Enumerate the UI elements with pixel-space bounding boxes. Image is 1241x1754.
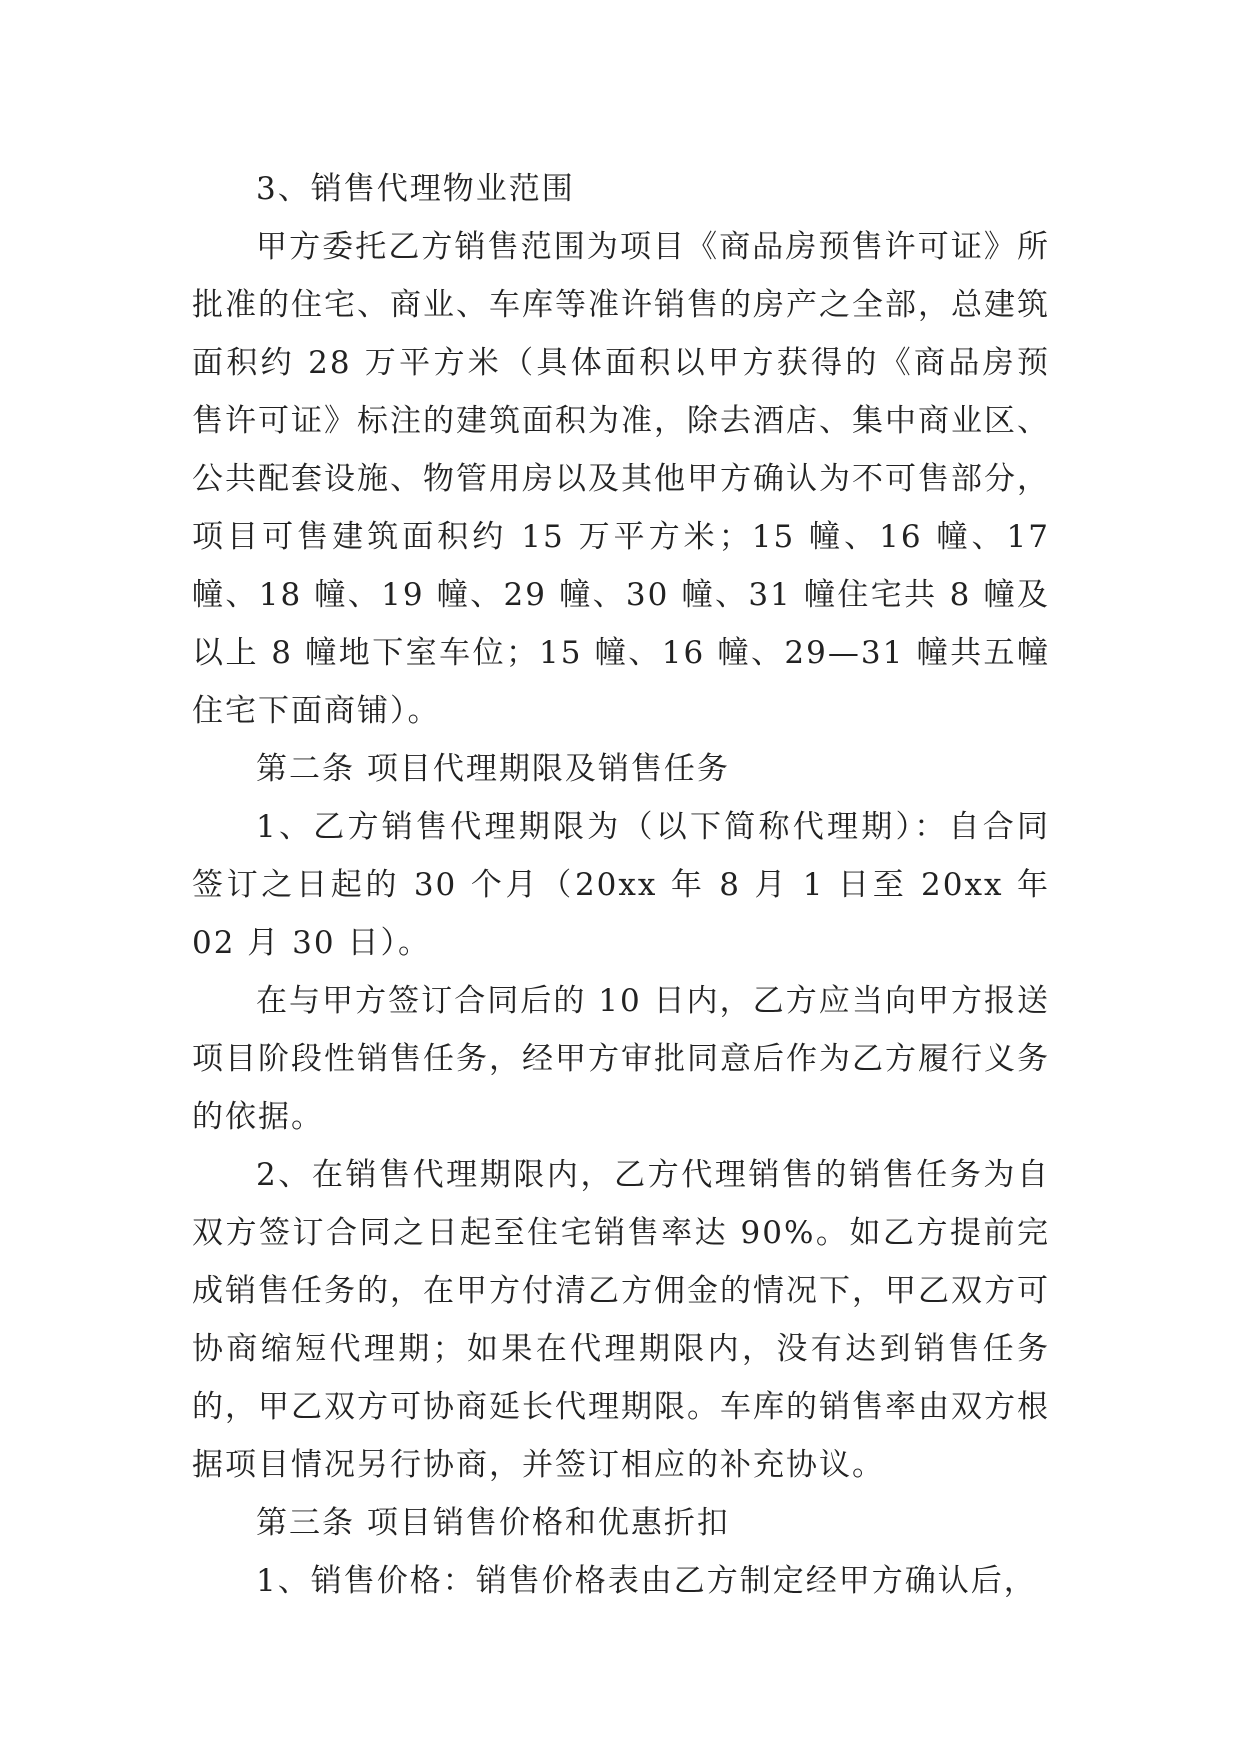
- paragraph-sales-task-target: 2、在销售代理期限内，乙方代理销售的销售任务为自双方签订合同之日起至住宅销售率达 90%。如乙方提前完成销售任务的，在甲方付清乙方佣金的情况下，甲乙双方可协商缩短代理期；如果在代理期限内，没有达到销售任务的，甲乙双方可协商延长代理期限。车库的销售率由双方根据项目情况另行协商，并签订相应的补充协议。: [192, 1157, 1050, 1483]
- paragraph-agency-period: 1、乙方销售代理期限为（以下简称代理期）：自合同签订之日起的 30 个月（20xx 年 8 月 1 日至 20xx 年 02 月 30 日）。: [192, 809, 1050, 961]
- document-body: [192, 160, 1050, 1610]
- paragraph-sales-scope-heading: 3、销售代理物业范围: [256, 171, 575, 207]
- paragraph-article-three-heading: 第三条 项目销售价格和优惠折扣: [256, 1505, 730, 1541]
- paragraph-sales-task-report: 在与甲方签订合同后的 10 日内，乙方应当向甲方报送项目阶段性销售任务，经甲方审批同意后作为乙方履行义务的依据。: [192, 983, 1050, 1135]
- paragraph-sales-price: 1、销售价格：销售价格表由乙方制定经甲方确认后，: [256, 1563, 1037, 1599]
- paragraph-sales-scope-text: 甲方委托乙方销售范围为项目《商品房预售许可证》所批准的住宅、商业、车库等准许销售的房产之全部，总建筑面积约 28 万平方米（具体面积以甲方获得的《商品房预售许可证》标注的建筑面积为准，除去酒店、集中商业区、公共配套设施、物管用房以及其他甲方确认为不可售部分，项目可售建筑面积约 15 万平方米；15 幢、16 幢、17 幢、18 幢、19 幢、29 幢、30 幢、31 幢住宅共 8 幢及以上 8 幢地下室车位；15 幢、16 幢、29—31 幢共五幢住宅下面商铺）。: [192, 229, 1050, 729]
- paragraph-article-two-heading: 第二条 项目代理期限及销售任务: [256, 751, 730, 787]
